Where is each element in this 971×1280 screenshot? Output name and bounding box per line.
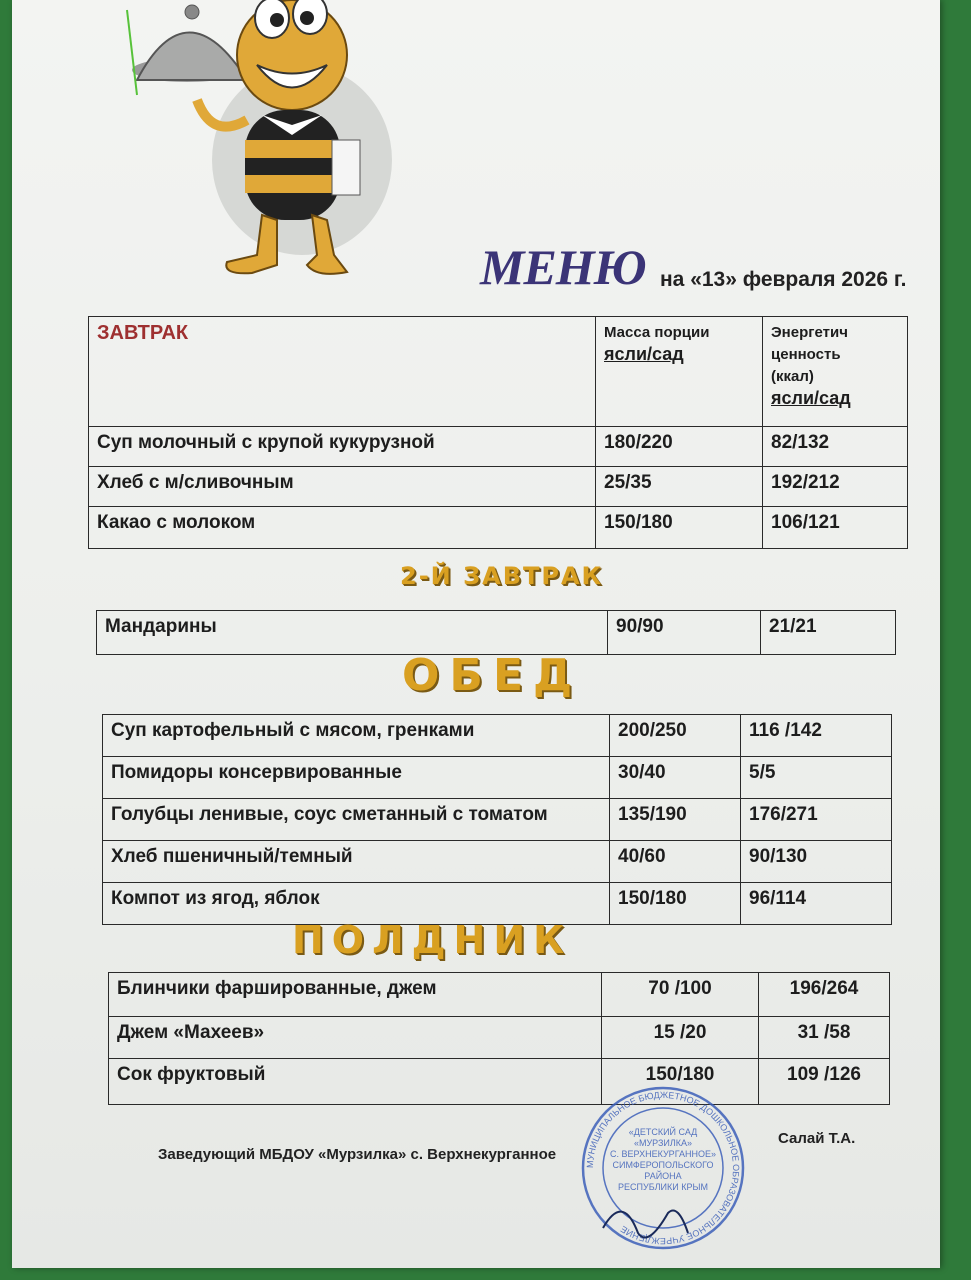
- dish-name: Голубцы ленивые, соус сметанный с томатом: [103, 799, 610, 841]
- dish-name: Джем «Махеев»: [109, 1017, 602, 1059]
- dish-kcal: 176/271: [741, 799, 892, 841]
- energy-subheader: ясли/сад: [771, 388, 851, 408]
- dish-name: Хлеб с м/сливочным: [89, 467, 596, 507]
- dish-name: Хлеб пшеничный/темный: [103, 841, 610, 883]
- table-row: [103, 757, 892, 799]
- dish-name: Сок фруктовый: [109, 1059, 602, 1105]
- breakfast-table: [88, 316, 908, 549]
- official-stamp-seal: [578, 1083, 748, 1253]
- energy-header-1: Энергетич: [771, 324, 848, 341]
- dish-mass: 30/40: [610, 757, 741, 799]
- dish-name: Суп молочный с крупой кукурузной: [89, 427, 596, 467]
- mass-header-cell: [596, 317, 763, 427]
- bee-waiter-illustration: [112, 0, 402, 290]
- signer-name: Салай Т.А.: [778, 1130, 856, 1147]
- dish-kcal: 5/5: [741, 757, 892, 799]
- table-row: [97, 611, 896, 655]
- energy-header-cell: [763, 317, 908, 427]
- svg-text:РЕСПУБЛИКИ КРЫМ: РЕСПУБЛИКИ КРЫМ: [618, 1182, 708, 1192]
- dish-name: Какао с молоком: [89, 507, 596, 549]
- svg-text:РАЙОНА: РАЙОНА: [644, 1171, 682, 1181]
- dish-mass: 200/250: [610, 715, 741, 757]
- menu-date: на «13» февраля 2026 г.: [660, 268, 907, 291]
- energy-header-2: ценность: [771, 346, 841, 363]
- dish-name: Мандарины: [97, 611, 608, 655]
- breakfast-header-cell: [89, 317, 596, 427]
- svg-text:«МУРЗИЛКА»: «МУРЗИЛКА»: [633, 1138, 693, 1148]
- energy-header-3: (ккал): [771, 368, 814, 385]
- mass-subheader: ясли/сад: [604, 344, 684, 364]
- table-row: [89, 427, 908, 467]
- dish-kcal: 21/21: [761, 611, 896, 655]
- svg-text:С. ВЕРХНЕКУРГАННОЕ»: С. ВЕРХНЕКУРГАННОЕ»: [610, 1149, 716, 1159]
- dish-mass: 25/35: [596, 467, 763, 507]
- dish-name: Суп картофельный с мясом, гренками: [103, 715, 610, 757]
- dish-name: Компот из ягод, яблок: [103, 883, 610, 925]
- dish-kcal: 82/132: [763, 427, 908, 467]
- dish-kcal: 90/130: [741, 841, 892, 883]
- dish-kcal: 31 /58: [759, 1017, 890, 1059]
- table-row: [103, 841, 892, 883]
- table-row: [103, 715, 892, 757]
- dish-kcal: 116 /142: [741, 715, 892, 757]
- lunch-table: [102, 714, 892, 925]
- dish-name: Блинчики фаршированные, джем: [109, 973, 602, 1017]
- dish-mass: 15 /20: [602, 1017, 759, 1059]
- svg-text:СИМФЕРОПОЛЬСКОГО: СИМФЕРОПОЛЬСКОГО: [612, 1160, 714, 1170]
- menu-sheet: [12, 0, 940, 1268]
- snack-title: ПОЛДНИК: [292, 918, 573, 962]
- dish-mass: 150/180: [596, 507, 763, 549]
- dish-name: Помидоры консервированные: [103, 757, 610, 799]
- dish-mass: 150/180: [602, 1059, 759, 1105]
- dish-mass: 70 /100: [602, 973, 759, 1017]
- dish-mass: 135/190: [610, 799, 741, 841]
- dish-mass: 180/220: [596, 427, 763, 467]
- second-breakfast-table: [96, 610, 896, 655]
- lunch-title: ОБЕД: [402, 650, 583, 701]
- menu-heading: МЕНЮ: [480, 239, 646, 295]
- table-row: [109, 1017, 890, 1059]
- table-row: [109, 1059, 890, 1105]
- dish-kcal: 109 /126: [759, 1059, 890, 1105]
- svg-text:«ДЕТСКИЙ САД: «ДЕТСКИЙ САД: [628, 1127, 698, 1137]
- dish-mass: 150/180: [610, 883, 741, 925]
- dish-mass: 40/60: [610, 841, 741, 883]
- dish-kcal: 96/114: [741, 883, 892, 925]
- table-row: [103, 799, 892, 841]
- table-row: [89, 467, 908, 507]
- second-breakfast-title: 2-Й ЗАВТРАК: [400, 562, 604, 590]
- dish-mass: 90/90: [608, 611, 761, 655]
- snack-table: [108, 972, 890, 1105]
- head-position: Заведующий МБДОУ «Мурзилка» с. Верхнекурганное: [158, 1146, 557, 1163]
- menu-title: [480, 238, 940, 298]
- table-row: [89, 507, 908, 549]
- mass-header: Масса порции: [604, 324, 710, 341]
- breakfast-title: ЗАВТРАК: [97, 322, 189, 344]
- dish-kcal: 196/264: [759, 973, 890, 1017]
- dish-kcal: 106/121: [763, 507, 908, 549]
- svg-text:МУНИЦИПАЛЬНОЕ БЮДЖЕТНОЕ ДОШКОЛ: МУНИЦИПАЛЬНОЕ БЮДЖЕТНОЕ ДОШКОЛЬНОЕ ОБРАЗОВАТЕЛЬНОЕ УЧРЕЖДЕНИЕ: [584, 1089, 742, 1247]
- dish-kcal: 192/212: [763, 467, 908, 507]
- table-row: [109, 973, 890, 1017]
